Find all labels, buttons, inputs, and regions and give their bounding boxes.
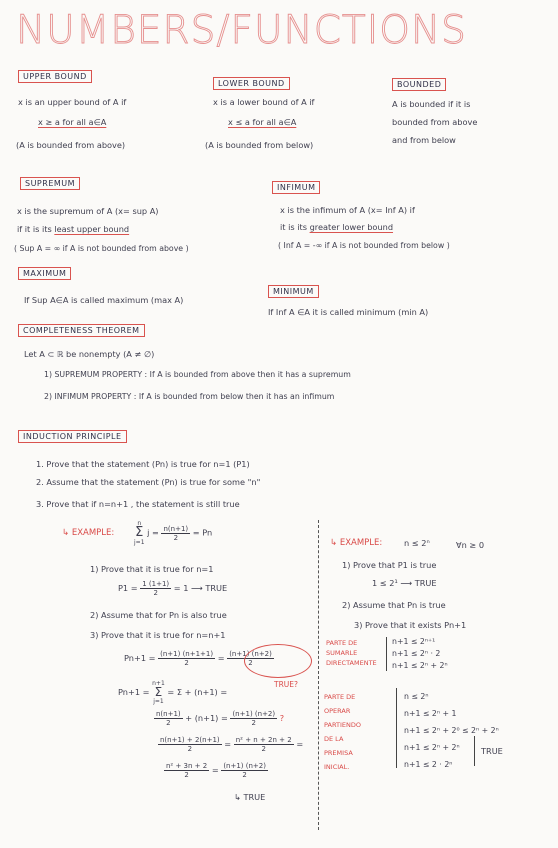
lower-bound-line2: x ≤ a for all a∈A bbox=[228, 117, 297, 127]
example1-formula: n Σ j=1 j = $\frac{n(n+1)}{2}$ = Pn bbox=[134, 520, 213, 546]
lower-bound-line3: (A is bounded from below) bbox=[205, 140, 314, 150]
example1-step3: 3) Prove that it is true for n=n+1 bbox=[90, 630, 226, 640]
method2-lines: n ≤ 2ⁿ n+1 ≤ 2ⁿ + 1 n+1 ≤ 2ⁿ + 2⁰ ≤ 2ⁿ + 2ⁿ n+1 ≤ 2ⁿ + 2ⁿ n+1 ≤ 2 · 2ⁿ bbox=[404, 692, 499, 769]
example2-step2: 2) Assume that Pn is true bbox=[342, 600, 446, 610]
bracket-1 bbox=[386, 637, 387, 671]
example2-forall: ∀n ≥ 0 bbox=[456, 540, 485, 550]
bounded-line2: bounded from above bbox=[392, 117, 478, 127]
completeness-line1: Let A ⊂ ℝ be nonempty (A ≠ ∅) bbox=[24, 349, 155, 359]
side-note-1: PARTE DE SUMARLE DIRECTAMENTE bbox=[326, 639, 377, 667]
supremum-property: 1) SUPREMUM PROPERTY : If A is bounded from above then it has a supremum bbox=[44, 370, 351, 379]
example1-step1: 1) Prove that it is true for n=1 bbox=[90, 564, 214, 574]
supremum-line2: if it is its least upper bound bbox=[17, 224, 130, 234]
supremum-line1: x is the supremum of A (x= sup A) bbox=[17, 206, 159, 216]
infimum-line3: ( Inf A = -∞ if A is not bounded from below ) bbox=[278, 241, 450, 250]
example2-step1: 1) Prove that P1 is true bbox=[342, 560, 437, 570]
lower-bound-heading: LOWER BOUND bbox=[213, 77, 290, 90]
example1-step2: 2) Assume that for Pn is also true bbox=[90, 610, 227, 620]
example2-statement: n ≤ 2ⁿ bbox=[404, 538, 430, 548]
induction-step1: 1. Prove that the statement (Pn) is true for n=1 (P1) bbox=[36, 459, 250, 469]
page-title: NUMBERS/FUNCTIONS bbox=[16, 8, 467, 53]
target-circle bbox=[244, 644, 312, 678]
example1-pn1: Pn+1 = $\frac{(n+1) (n+1+1)}{2}$ = $\frac{(n+1) (n+2)}{2}$ bbox=[124, 650, 272, 667]
method1-lines: n+1 ≤ 2ⁿ⁺¹ n+1 ≤ 2ⁿ · 2 n+1 ≤ 2ⁿ + 2ⁿ bbox=[392, 637, 448, 670]
example1-line-a: $\frac{n(n+1)}{2}$ + (n+1) = $\frac{(n+1) (n+2)}{2}$ ? bbox=[156, 710, 285, 727]
example2-step3: 3) Prove that it exists Pn+1 bbox=[354, 620, 467, 630]
example2-true: TRUE bbox=[481, 746, 503, 756]
bounded-line3: and from below bbox=[392, 135, 456, 145]
upper-bound-line3: (A is bounded from above) bbox=[16, 140, 126, 150]
column-divider bbox=[318, 520, 319, 830]
example1-label: ↳ EXAMPLE: bbox=[62, 528, 115, 538]
bracket-3 bbox=[474, 736, 475, 766]
induction-step2: 2. Assume that the statement (Pn) is true for some "n" bbox=[36, 477, 261, 487]
bounded-heading: BOUNDED bbox=[392, 78, 446, 91]
bounded-line1: A is bounded if it is bbox=[392, 99, 471, 109]
upper-bound-line2: x ≥ a for all a∈A bbox=[38, 117, 107, 127]
upper-bound-heading: UPPER BOUND bbox=[18, 70, 92, 83]
completeness-heading: COMPLETENESS THEOREM bbox=[18, 324, 145, 337]
example1-sum-expansion: Pn+1 = n+1 Σ j=1 = Σ + (n+1) = bbox=[118, 680, 228, 705]
minimum-heading: MINIMUM bbox=[268, 285, 319, 298]
example1-line-c: $\frac{\text{n² + 3n + 2}}{2}$ = $\frac{(n+1) (n+2)}{2}$ bbox=[166, 762, 266, 779]
upper-bound-line1: x is an upper bound of A if bbox=[18, 97, 127, 107]
example1-true: ↳ TRUE bbox=[234, 792, 266, 802]
maximum-heading: MAXIMUM bbox=[18, 267, 71, 280]
example2-label: ↳ EXAMPLE: bbox=[330, 538, 383, 548]
maximum-line1: If Sup A∈A is called maximum (max A) bbox=[24, 295, 184, 305]
minimum-line1: If Inf A ∈A it is called minimum (min A) bbox=[268, 307, 429, 317]
supremum-line3: ( Sup A = ∞ if A is not bounded from above ) bbox=[14, 244, 189, 253]
example1-p1: P1 = $\frac{1 (1+1)}{2}$ = 1 ⟶ TRUE bbox=[118, 580, 228, 597]
induction-heading: INDUCTION PRINCIPLE bbox=[18, 430, 127, 443]
true-question: TRUE? bbox=[274, 680, 299, 689]
infimum-line2: it is its greater lower bound bbox=[280, 222, 394, 232]
supremum-heading: SUPREMUM bbox=[20, 177, 80, 190]
example2-p1: 1 ≤ 2¹ ⟶ TRUE bbox=[372, 578, 437, 588]
infimum-line1: x is the infimum of A (x= Inf A) if bbox=[280, 205, 415, 215]
lower-bound-line1: x is a lower bound of A if bbox=[213, 97, 315, 107]
induction-step3: 3. Prove that if n=n+1 , the statement is still true bbox=[36, 499, 240, 509]
side-note-2: PARTE DE OPERAR PARTIENDO DE LA PREMISA INICIAL. bbox=[324, 693, 361, 771]
infimum-heading: INFIMUM bbox=[272, 181, 320, 194]
bracket-2 bbox=[396, 688, 397, 768]
example1-line-b: $\frac{n(n+1) + 2(n+1)}{2}$ = $\frac{\text{n² + n + 2n + 2}}{2}$ = bbox=[160, 736, 304, 753]
infimum-property: 2) INFIMUM PROPERTY : If A is bounded from below then it has an infimum bbox=[44, 392, 335, 401]
